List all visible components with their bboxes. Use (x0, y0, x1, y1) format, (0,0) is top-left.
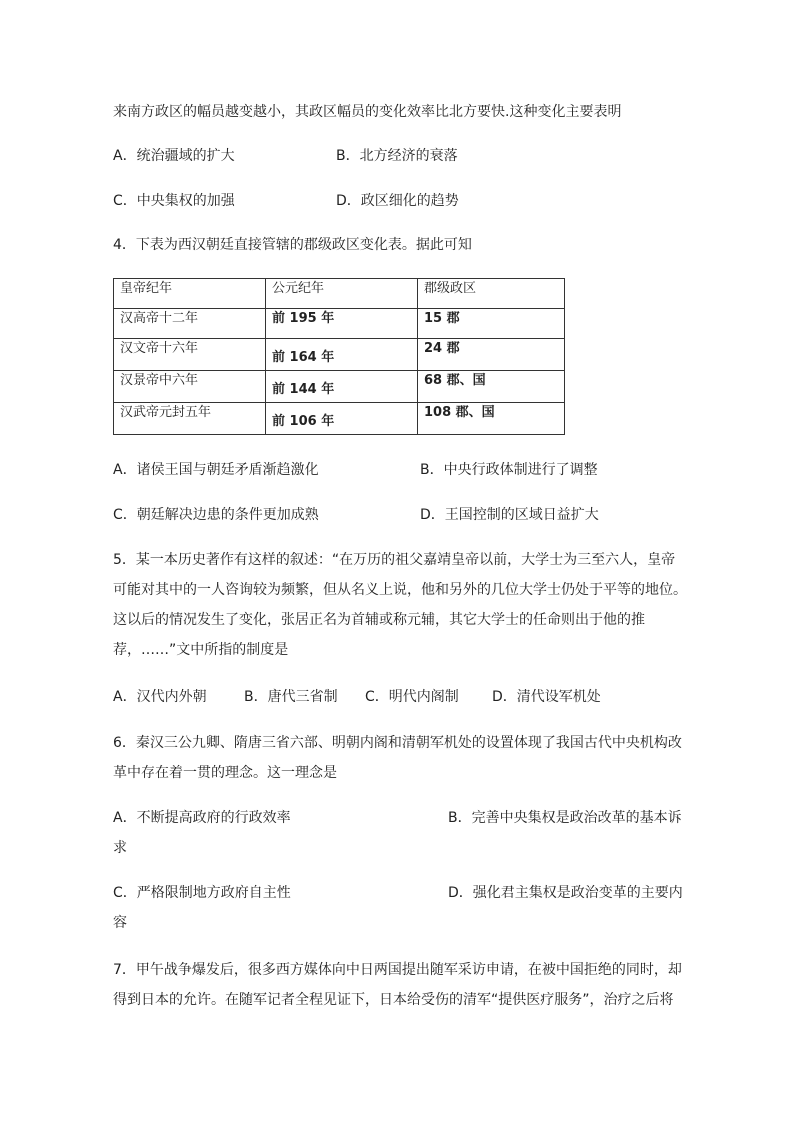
table-row (114, 371, 565, 403)
table-cell: 前 144 年 (266, 371, 418, 403)
q5-option-b: B．唐代三省制 (244, 689, 338, 705)
q5-stem-line-3: 这以后的情况发生了变化，张居正名为首辅或称元辅，其它大学士的任命则出于他的推 (113, 612, 645, 628)
q3-stem-tail: 来南方政区的幅员越变越小，其政区幅员的变化效率比北方要快.这种变化主要表明 (113, 104, 622, 120)
table-cell: 汉高帝十二年 (114, 309, 266, 339)
q6-stem-line-2: 革中存在着一贯的理念。这一理念是 (113, 765, 337, 781)
q4-stem: 4．下表为西汉朝廷直接管辖的郡级政区变化表。据此可知 (113, 237, 472, 253)
q4-table (113, 278, 565, 435)
q5-stem-line-2: 可能对其中的一人咨询较为频繁，但从名义上说，他和另外的几位大学士仍处于平等的地位。 (113, 582, 687, 598)
q6-option-b-wrap: 求 (113, 840, 127, 856)
table-header-cell: 郡级政区 (418, 279, 565, 309)
table-cell: 24 郡 (418, 339, 565, 371)
q4-option-c: C．朝廷解决边患的条件更加成熟 (113, 507, 319, 523)
q4-option-a: A．诸侯王国与朝廷矛盾渐趋激化 (113, 462, 319, 478)
table-cell: 15 郡 (418, 309, 565, 339)
table-row (114, 339, 565, 371)
table-cell: 前 106 年 (266, 403, 418, 435)
q5-option-a: A．汉代内外朝 (113, 689, 207, 705)
table-cell: 前 164 年 (266, 339, 418, 371)
q6-stem-line-1: 6．秦汉三公九卿、隋唐三省六部、明朝内阁和清朝军机处的设置体现了我国古代中央机构改 (113, 735, 682, 751)
table-cell: 汉文帝十六年 (114, 339, 266, 371)
q6-option-d: D．强化君主集权是政治变革的主要内 (448, 885, 683, 901)
q6-option-a: A．不断提高政府的行政效率 (113, 810, 291, 826)
q7-stem-line-1: 7．甲午战争爆发后，很多西方媒体向中日两国提出随军采访申请，在被中国拒绝的同时，却 (113, 962, 682, 978)
q3-option-b: B．北方经济的衰落 (336, 148, 458, 164)
table-row (114, 403, 565, 435)
q7-stem-line-2: 得到日本的允许。在随军记者全程见证下，日本给受伤的清军“提供医疗服务”，治疗之后将 (113, 992, 674, 1008)
table-header-row (114, 279, 565, 309)
table-cell: 108 郡、国 (418, 403, 565, 435)
q3-option-a: A．统治疆域的扩大 (113, 148, 235, 164)
q3-option-c: C．中央集权的加强 (113, 193, 235, 209)
q5-stem-line-1: 5．某一本历史著作有这样的叙述：“在万历的祖父嘉靖皇帝以前，大学士为三至六人，皇帝 (113, 552, 676, 568)
table-cell: 汉景帝中六年 (114, 371, 266, 403)
q5-stem-line-4: 荐，……”文中所指的制度是 (113, 642, 289, 658)
table-header-cell: 公元纪年 (266, 279, 418, 309)
q6-option-d-wrap: 容 (113, 915, 127, 931)
q6-option-b: B．完善中央集权是政治改革的基本诉 (448, 810, 682, 826)
table-row (114, 309, 565, 339)
q5-option-c: C．明代内阁制 (365, 689, 459, 705)
q3-option-d: D．政区细化的趋势 (336, 193, 459, 209)
table-cell: 前 195 年 (266, 309, 418, 339)
q4-option-d: D．王国控制的区域日益扩大 (420, 507, 599, 523)
q6-option-c: C．严格限制地方政府自主性 (113, 885, 291, 901)
table-header-cell: 皇帝纪年 (114, 279, 266, 309)
q4-option-b: B．中央行政体制进行了调整 (420, 462, 598, 478)
table-cell: 68 郡、国 (418, 371, 565, 403)
table-cell: 汉武帝元封五年 (114, 403, 266, 435)
q5-option-d: D．清代设军机处 (492, 689, 601, 705)
